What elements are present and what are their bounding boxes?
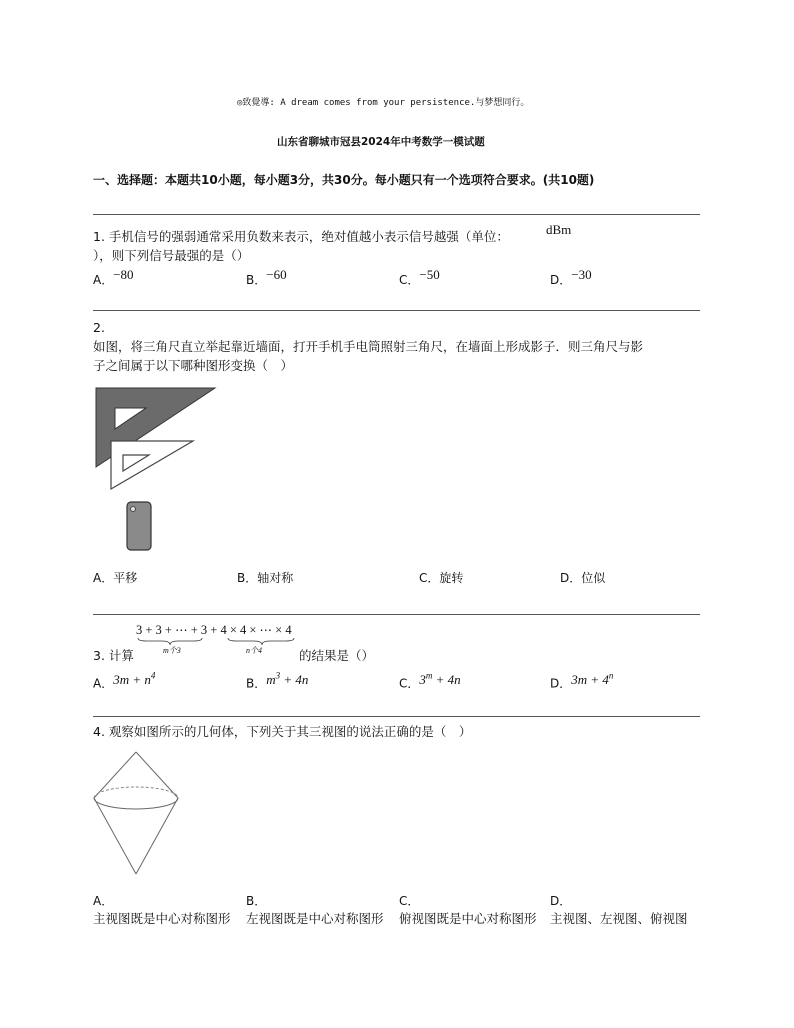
q4-option-b-label: B．: [246, 894, 267, 908]
q4-text: 4. 观察如图所示的几何体，下列关于其三视图的说法正确的是（ ）: [93, 724, 472, 739]
q1-text-a: 1. 手机信号的强弱通常采用负数来表示，绝对值越小表示信号越强（单位：: [93, 229, 509, 244]
q3-option-b[interactable]: B．$m^3 + 4n$: [246, 671, 309, 691]
divider: [93, 716, 700, 717]
section-title: 一、选择题：本题共10小题，每小题3分，共30分。每小题只有一个选项符合要求。(共10题): [93, 173, 595, 187]
q2-line-2: 子之间属于以下哪种图形变换（ ）: [93, 358, 294, 373]
q1-option-d[interactable]: D．−30: [550, 267, 592, 287]
q2-option-c[interactable]: C．旋转: [419, 571, 464, 585]
q3-brace-label-1: m个3: [163, 646, 181, 655]
q3-suffix: 的结果是（）: [299, 648, 375, 663]
q4-option-a-label: A．: [93, 894, 114, 908]
q3-option-c[interactable]: C．$3^m + 4n$: [399, 671, 461, 691]
divider: [93, 614, 700, 615]
q2-number: 2.: [93, 320, 105, 335]
q3-brace-label-2: n个4: [246, 646, 262, 655]
q4-option-d[interactable]: 主视图、左视图、俯视图: [550, 911, 688, 926]
q3-underbraces: [136, 637, 306, 647]
q1-option-c[interactable]: C．−50: [399, 267, 440, 287]
double-cone-figure: [88, 748, 184, 878]
q3-expression: 3 + 3 + ⋯ + 3 + 4 × 4 × ⋯ × 4: [136, 623, 292, 637]
q4-option-a[interactable]: 主视图既是中心对称图形: [93, 911, 231, 926]
q4-option-c-label: C．: [399, 894, 420, 908]
q4-option-c[interactable]: 俯视图既是中心对称图形: [399, 911, 537, 926]
q3-option-a[interactable]: A．$3m + n^4$: [93, 671, 156, 691]
q1-unit: dBm: [546, 222, 572, 237]
q1-option-a[interactable]: A．−80: [93, 267, 134, 287]
q2-option-d[interactable]: D．位似: [560, 571, 606, 585]
q1-text-b: ），则下列信号最强的是（）: [93, 248, 250, 263]
q4-option-d-label: D．: [550, 894, 572, 908]
q2-option-b[interactable]: B．轴对称: [237, 571, 294, 585]
page-title: 山东省聊城市冠县2024年中考数学一模试题: [277, 136, 485, 148]
q2-line-1: 如图，将三角尺直立举起靠近墙面，打开手机手电筒照射三角尺，在墙面上形成影子．则三角尺与影: [93, 339, 644, 354]
divider: [93, 214, 700, 215]
header-motto: ◎致覺導: A dream comes from your persistence.与梦想同行。: [237, 98, 530, 108]
flashlight-icon: [131, 507, 136, 512]
q2-option-a[interactable]: A．平移: [93, 571, 138, 585]
q3-prefix: 3. 计算: [93, 648, 134, 663]
q3-option-d[interactable]: D．$3m + 4^n$: [550, 671, 614, 691]
triangle-shadow-figure: [93, 385, 223, 555]
divider: [93, 310, 700, 311]
q1-option-b[interactable]: B．−60: [246, 267, 287, 287]
q4-option-b[interactable]: 左视图既是中心对称图形: [246, 911, 384, 926]
